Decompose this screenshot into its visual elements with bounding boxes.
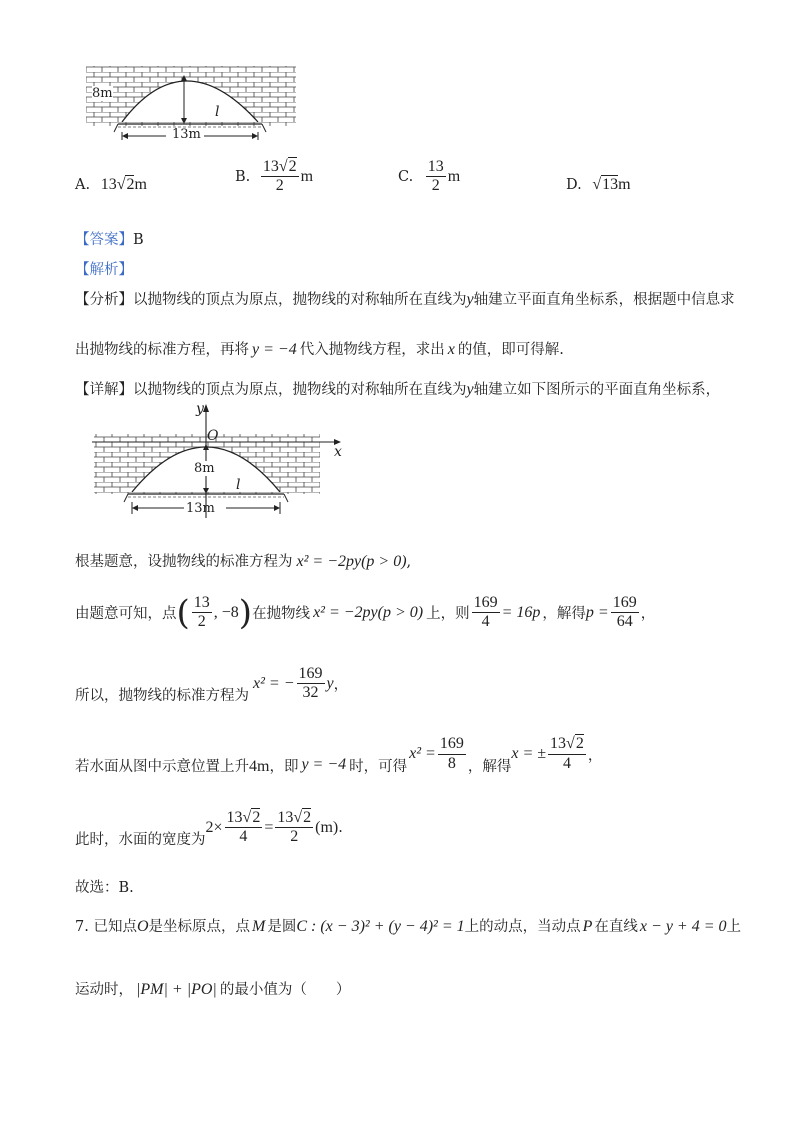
answer-line	[75, 228, 144, 249]
question-7-line-2: 运动时， |PM| + |PO| 的最小值为（ ）	[75, 981, 351, 998]
option-a-label: A.	[75, 177, 91, 193]
option-b-label: B.	[235, 168, 251, 185]
option-b[interactable]: B. $\frac{13√2}{2}$ m	[235, 158, 314, 195]
step-5: 此时，水面的宽度为 2× $\frac{13√2}{4}$ = $\frac{13√2}{2}$ (m) .	[75, 808, 343, 848]
fig2-y-axis-label: y	[196, 401, 204, 417]
option-c-label: C.	[398, 168, 414, 185]
fenxi-line-2: 出抛物线的标准方程，再将 y = −4 代入抛物线方程，求出 x 的值，即可得解.	[75, 341, 564, 358]
fig2-x-axis-label: x	[334, 444, 342, 460]
step-2: 由题意可知，点 ( $\frac{13}{2}$ , −8 ) 在抛物线 x² = −2py(p > 0) 上，则 $\frac{169}{4}$ = 16p ，解得 p = $\frac{169}{64}$ ，	[75, 592, 656, 633]
option-c[interactable]: C. $\frac{13}{2}$ m	[398, 158, 461, 195]
fig2-water-label: l	[236, 477, 241, 493]
fig1-water-label: l	[215, 104, 220, 120]
fig1-width-label: 13m	[172, 127, 201, 142]
answer-tag: 【答案】	[75, 232, 133, 248]
step-1: 根基题意，设抛物线的标准方程为 x² = −2py(p > 0),	[75, 553, 412, 570]
question-7-line-1: 7. 已知点O是坐标原点，点 M 是圆C : (x − 3)² + (y − 4)² = 1上的动点，当动点 P 在直线 x − y + 4 = 0上	[75, 918, 742, 935]
fig2-height-label: 8m	[194, 461, 215, 476]
option-d-label: D.	[566, 177, 582, 193]
option-a[interactable]: A. 13√2m	[75, 176, 147, 193]
fig2-width-label: 13m	[186, 501, 215, 516]
bridge-figure-2	[88, 402, 348, 528]
fig1-height-label: 8m	[92, 86, 113, 101]
step-4: 若水面从图中示意位置上升 4m ，即 y = −4 时，可得 x² = $\frac{169}{8}$ ，解得 x = ± $\frac{13√2}{4}$ ，	[75, 735, 603, 775]
step-3: 所以，抛物线的标准方程为 x² = − $\frac{169}{32}$ y ，	[75, 664, 349, 704]
answer-value: B	[133, 232, 144, 248]
fenxi-line-1: 【分析】以抛物线的顶点为原点，抛物线的对称轴所在直线为y轴建立平面直角坐标系，根据题中信息求	[75, 291, 735, 308]
analysis-tag: 【解析】	[75, 262, 133, 278]
fig2-origin-label: O	[207, 428, 219, 444]
option-d[interactable]: D. √13m	[566, 176, 631, 193]
detail-line-1: 【详解】以抛物线的顶点为原点，抛物线的对称轴所在直线为y轴建立如下图所示的平面直角坐标系，	[75, 381, 721, 398]
step-6: 故选：B.	[75, 880, 134, 896]
